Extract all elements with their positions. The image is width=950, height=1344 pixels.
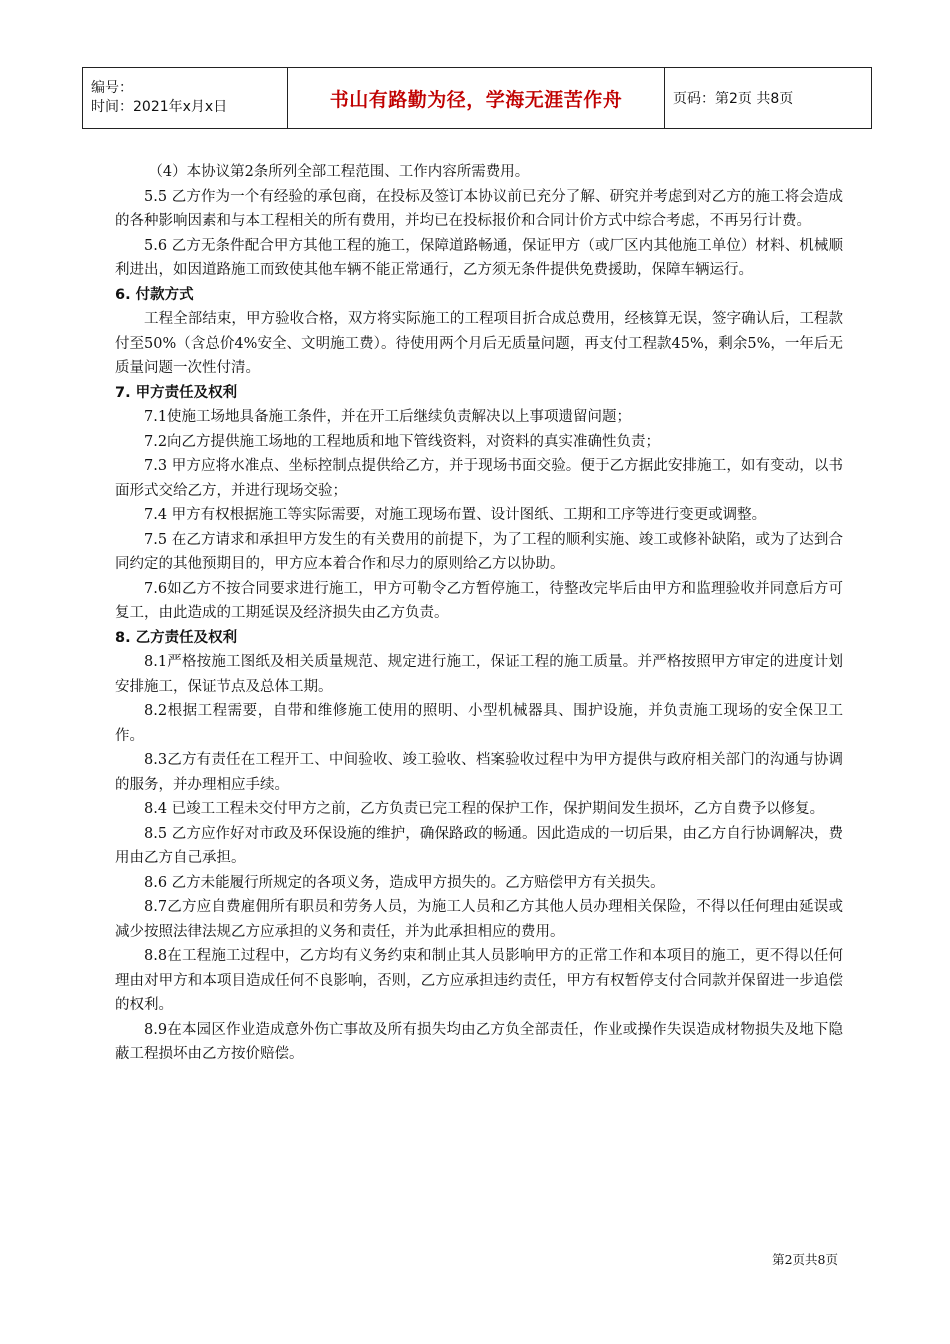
body-paragraph: （4）本协议第2条所列全部工程范围、工作内容所需费用。 bbox=[148, 164, 530, 180]
document-body bbox=[115, 160, 843, 1067]
body-paragraph: 5.6 乙方无条件配合甲方其他工程的施工，保障道路畅通，保证甲方（或厂区内其他施工单位）材料、机械顺利进出，如因道路施工而致使其他车辆不能正常通行，乙方须无条件提供免费援助，保障车辆运行。 bbox=[115, 237, 843, 278]
body-paragraph: 8.2根据工程需要，自带和维修施工使用的照明、小型机械器具、围护设施，并负责施工现场的安全保卫工作。 bbox=[115, 703, 843, 744]
document-date: 时间：2021年x月x日 bbox=[91, 99, 228, 115]
body-paragraph: 8.1严格按施工图纸及相关质量规范、规定进行施工，保证工程的施工质量。并严格按照甲方审定的进度计划安排施工，保证节点及总体工期。 bbox=[115, 654, 843, 695]
body-paragraph: 8.3乙方有责任在工程开工、中间验收、竣工验收、档案验收过程中为甲方提供与政府相关部门的沟通与协调的服务，并办理相应手续。 bbox=[115, 752, 843, 793]
header-motto: 书山有路勤为径，学海无涯苦作舟 bbox=[288, 68, 665, 129]
body-paragraph: 8.7乙方应自费雇佣所有职员和劳务人员，为施工人员和乙方其他人员办理相关保险，不得以任何理由延误或减少按照法律法规乙方应承担的义务和责任，并为此承担相应的费用。 bbox=[115, 899, 843, 940]
section-heading: 7. 甲方责任及权利 bbox=[115, 384, 238, 401]
document-number-label: 编号： bbox=[91, 80, 133, 96]
body-paragraph: 7.2向乙方提供施工场地的工程地质和地下管线资料，对资料的真实准确性负责； bbox=[144, 433, 661, 450]
body-paragraph: 工程全部结束，甲方验收合格，双方将实际施工的工程项目折合成总费用，经核算无误，签字确认后，工程款付至50%（含总价4%安全、文明施工费）。待使用两个月后无质量问题，再支付工程款45%，剩余5%，一年后无质量问题一次性付清。 bbox=[115, 311, 843, 376]
body-paragraph: 7.5 在乙方请求和承担甲方发生的有关费用的前提下，为了工程的顺利实施、竣工或修补缺陷，或为了达到合同约定的其他预期目的，甲方应本着合作和尽力的原则给乙方以协助。 bbox=[115, 531, 843, 572]
body-paragraph: 8.4 已竣工工程未交付甲方之前，乙方负责已完工程的保护工作，保护期间发生损坏，乙方自费予以修复。 bbox=[144, 801, 825, 817]
body-paragraph: 7.3 甲方应将水准点、坐标控制点提供给乙方，并于现场书面交验。便于乙方据此安排施工，如有变动，以书面形式交给乙方，并进行现场交验； bbox=[115, 458, 843, 499]
document-header bbox=[82, 67, 872, 129]
page-footer-number: 第2页共8页 bbox=[772, 1252, 838, 1267]
body-paragraph: 8.8在工程施工过程中，乙方均有义务约束和制止其人员影响甲方的正常工作和本项目的施工，更不得以任何理由对甲方和本项目造成任何不良影响，否则，乙方应承担违约责任，甲方有权暂停支付合同款并保留进一步追偿的权利。 bbox=[115, 948, 843, 1013]
body-paragraph: 5.5 乙方作为一个有经验的承包商，在投标及签订本协议前已充分了解、研究并考虑到对乙方的施工将会造成的各种影响因素和与本工程相关的所有费用，并均已在投标报价和合同计价方式中综合考虑，不再另行计费。 bbox=[115, 188, 843, 229]
section-heading: 6. 付款方式 bbox=[115, 286, 194, 303]
body-paragraph: 8.6 乙方未能履行所规定的各项义务，造成甲方损失的。乙方赔偿甲方有关损失。 bbox=[144, 874, 665, 891]
body-paragraph: 7.1使施工场地具备施工条件，并在开工后继续负责解决以上事项遗留问题； bbox=[144, 409, 632, 425]
section-heading: 8. 乙方责任及权利 bbox=[115, 629, 238, 646]
header-meta-cell bbox=[83, 68, 288, 129]
body-paragraph: 7.6如乙方不按合同要求进行施工，甲方可勒令乙方暂停施工，待整改完毕后由甲方和监理验收并同意后方可复工，由此造成的工期延误及经济损失由乙方负责。 bbox=[115, 580, 843, 621]
header-page-info: 页码：第2页 共8页 bbox=[665, 68, 872, 129]
body-paragraph: 8.9在本园区作业造成意外伤亡事故及所有损失均由乙方负全部责任，作业或操作失误造成材物损失及地下隐蔽工程损坏由乙方按价赔偿。 bbox=[115, 1021, 843, 1062]
body-paragraph: 7.4 甲方有权根据施工等实际需要，对施工现场布置、设计图纸、工期和工序等进行变更或调整。 bbox=[144, 507, 767, 523]
body-paragraph: 8.5 乙方应作好对市政及环保设施的维护，确保路政的畅通。因此造成的一切后果，由乙方自行协调解决，费用由乙方自己承担。 bbox=[115, 825, 843, 866]
